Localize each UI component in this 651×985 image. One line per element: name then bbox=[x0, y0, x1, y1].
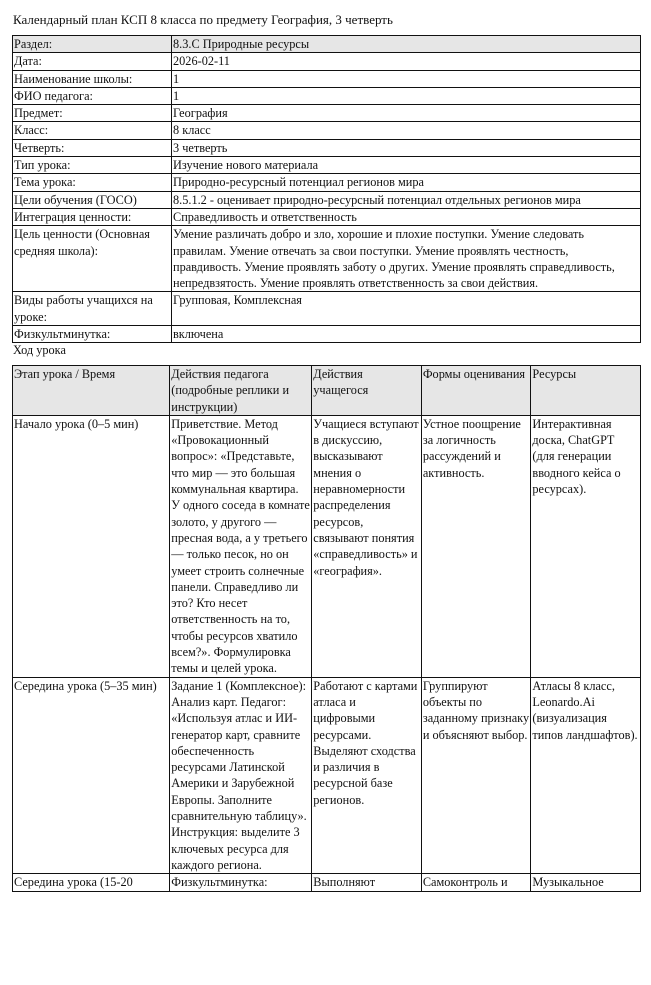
assessment-cell: Группируют объекты по заданному признаку и объясняют выбор. bbox=[421, 677, 531, 874]
info-row bbox=[13, 36, 641, 53]
lesson-info-table bbox=[12, 35, 641, 343]
column-header: Действия учащегося bbox=[312, 366, 422, 416]
info-label: Физкультминутка: bbox=[13, 326, 172, 343]
info-row bbox=[13, 226, 641, 292]
lesson-flow-table bbox=[12, 365, 641, 892]
info-row bbox=[13, 174, 641, 191]
info-label: Цели обучения (ГОСО) bbox=[13, 191, 172, 208]
column-header: Действия педагога (подробные реплики и инструкции) bbox=[170, 366, 312, 416]
student-actions-cell: Выполняют bbox=[312, 874, 422, 891]
stage-cell: Середина урока (15-20 bbox=[13, 874, 170, 891]
assessment-cell: Самоконтроль и bbox=[421, 874, 531, 891]
teacher-actions-cell: Физкультминутка: bbox=[170, 874, 312, 891]
resources-cell: Атласы 8 класс, Leonardo.Ai (визуализация типов ландшафтов). bbox=[531, 677, 641, 874]
info-row bbox=[13, 87, 641, 104]
resources-cell: Интерактивная доска, ChatGPT (для генерации вводного кейса о ресурсах). bbox=[531, 415, 641, 677]
assessment-cell: Устное поощрение за логичность рассуждений и активность. bbox=[421, 415, 531, 677]
section-heading: Ход урока bbox=[13, 343, 66, 357]
info-value: Умение различать добро и зло, хорошие и плохие поступки. Умение следовать правилам. Умение отвечать за свои поступки. Умение проявлять честность, правдивость. Умение проявлять заботу о других. Умение проявлять справедливость, непредвзятость. Умение проявлять ответственность за свои действия. bbox=[172, 226, 641, 292]
info-row bbox=[13, 53, 641, 70]
info-value: 2026-02-11 bbox=[172, 53, 641, 70]
info-label: Цель ценности (Основная средняя школа): bbox=[13, 226, 172, 292]
info-row bbox=[13, 70, 641, 87]
lesson-row bbox=[13, 677, 641, 874]
info-label: Наименование школы: bbox=[13, 70, 172, 87]
info-row bbox=[13, 292, 641, 326]
info-value: Природно-ресурсный потенциал регионов мира bbox=[172, 174, 641, 191]
info-value: Изучение нового материала bbox=[172, 157, 641, 174]
teacher-actions-cell: Приветствие. Метод «Провокационный вопрос»: «Представьте, что мир — это большая коммунальная квартира. У одного соседа в комнате золото, у другого — пресная вода, а у третьего — только песок, но он умеет строить солнечные панели. Справедливо ли это? Кто несет ответственность на то, чтобы ресурсов хватило всем?». Формулировка темы и целей урока. bbox=[171, 416, 310, 676]
info-row bbox=[13, 191, 641, 208]
info-row bbox=[13, 139, 641, 156]
info-label: ФИО педагога: bbox=[13, 87, 172, 104]
info-label: Интеграция ценности: bbox=[13, 208, 172, 225]
info-value: включена bbox=[172, 326, 641, 343]
info-label: Виды работы учащихся на уроке: bbox=[13, 292, 172, 326]
column-header: Формы оценивания bbox=[421, 366, 531, 416]
info-label: Раздел: bbox=[13, 36, 172, 53]
stage-cell: Начало урока (0–5 мин) bbox=[13, 415, 170, 677]
info-value: 1 bbox=[172, 87, 641, 104]
lesson-row bbox=[13, 415, 641, 677]
resources-cell: Музыкальное bbox=[531, 874, 641, 891]
info-value: 3 четверть bbox=[172, 139, 641, 156]
student-actions-cell: Учащиеся вступают в дискуссию, высказывают мнения о неравномерности распределения ресурсов, связывают понятия «справедливость» и «география». bbox=[312, 415, 422, 677]
student-actions-cell: Работают с картами атласа и цифровыми ресурсами. Выделяют сходства и различия в ресурсной базе регионов. bbox=[312, 677, 422, 874]
info-label: Тип урока: bbox=[13, 157, 172, 174]
info-label: Четверть: bbox=[13, 139, 172, 156]
info-label: Предмет: bbox=[13, 105, 172, 122]
teacher-actions-cell: Задание 1 (Комплексное): Анализ карт. Педагог: «Используя атлас и ИИ-генератор карт, сравните обеспеченность ресурсами Латинской Америки и Зарубежной Европы. Заполните сравнительную таблицу». Инструкция: выделите 3 ключевых ресурса для каждого региона. bbox=[170, 677, 312, 874]
info-value: Групповая, Комплексная bbox=[172, 292, 641, 326]
info-label: Класс: bbox=[13, 122, 172, 139]
info-value: 8.5.1.2 - оценивает природно-ресурсный потенциал отдельных регионов мира bbox=[172, 191, 641, 208]
column-header: Этап урока / Время bbox=[13, 366, 170, 416]
page-cut-off bbox=[0, 973, 651, 985]
info-row bbox=[13, 105, 641, 122]
info-value: 1 bbox=[172, 70, 641, 87]
info-row bbox=[13, 208, 641, 225]
stage-cell: Середина урока (5–35 мин) bbox=[13, 677, 170, 874]
column-header: Ресурсы bbox=[531, 366, 641, 416]
lesson-row bbox=[13, 874, 641, 891]
info-value: География bbox=[172, 105, 641, 122]
info-label: Дата: bbox=[13, 53, 172, 70]
info-row bbox=[13, 326, 641, 343]
info-value: 8 класс bbox=[172, 122, 641, 139]
info-value: Справедливость и ответственность bbox=[172, 208, 641, 225]
lesson-header-row bbox=[13, 366, 641, 416]
info-label: Тема урока: bbox=[13, 174, 172, 191]
page-title: Календарный план КСП 8 класса по предмету География, 3 четверть bbox=[13, 12, 393, 27]
info-value: 8.3.С Природные ресурсы bbox=[172, 36, 641, 53]
info-row bbox=[13, 122, 641, 139]
info-row bbox=[13, 157, 641, 174]
